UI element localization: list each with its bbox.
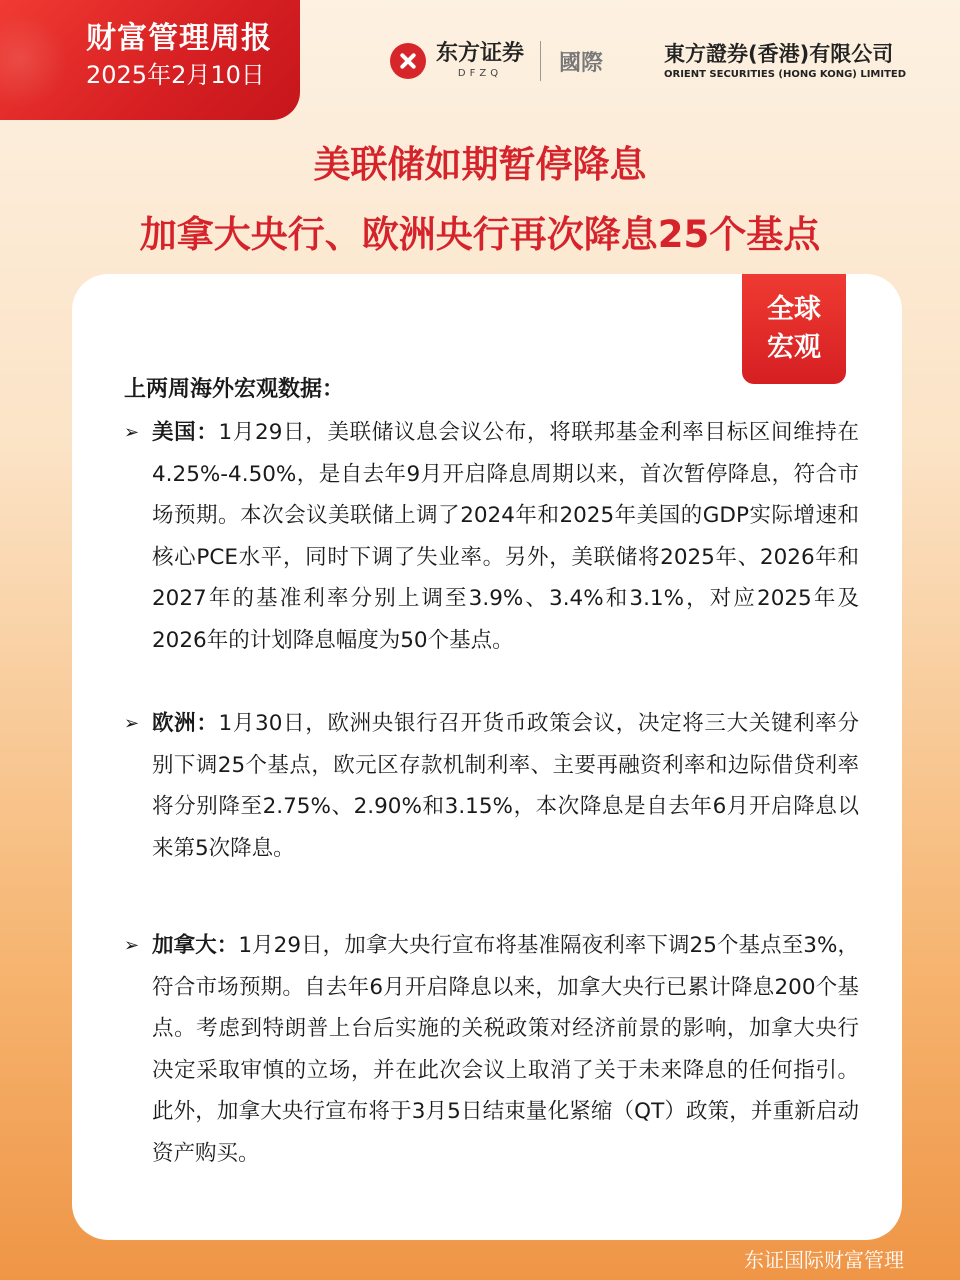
report-title: 财富管理周报 bbox=[86, 21, 272, 56]
brand-logo-group bbox=[390, 38, 603, 84]
headline-secondary: 加拿大央行、欧洲央行再次降息25个基点 bbox=[139, 213, 821, 256]
brand-name-cn: 东方证券 bbox=[436, 41, 525, 66]
brand-logo-text bbox=[436, 41, 524, 81]
list-item-canada bbox=[124, 925, 859, 1174]
item-label: 美国： bbox=[152, 420, 219, 445]
arrow-bullet-icon: ➢ bbox=[124, 422, 140, 443]
report-badge bbox=[0, 0, 300, 120]
headline-primary: 美联储如期暂停降息 bbox=[313, 143, 647, 186]
arrow-bullet-icon: ➢ bbox=[124, 935, 140, 956]
content-body bbox=[124, 372, 859, 1174]
item-text: 1月29日，美联储议息会议公布，将联邦基金利率目标区间维持在4.25%-4.50%，是自去年9月开启降息周期以来，首次暂停降息，符合市场预期。本次会议美联储上调了2024年和2025年美国的GDP实际增速和核心PCE水平，同时下调了失业率。另外，美联储将2025年、2026年和2027年的基准利率分别上调至3.9%、3.4%和3.1%，对应2025年及2026年的计划降息幅度为50个基点。 bbox=[152, 420, 859, 653]
section-heading: 上两周海外宏观数据： bbox=[124, 377, 345, 402]
category-tag-line2: 宏观 bbox=[767, 332, 821, 363]
list-item-europe bbox=[124, 703, 859, 869]
item-text: 1月30日，欧洲央银行召开货币政策会议，决定将三大关键利率分别下调25个基点，欧元区存款机制利率、主要再融资利率和边际借贷利率将分别降至2.75%、2.90%和3.15%，本次降息是自去年6月开启降息以来第5次降息。 bbox=[152, 711, 859, 861]
logo-divider bbox=[540, 41, 541, 81]
category-tag-line1: 全球 bbox=[767, 294, 821, 325]
item-label: 欧洲： bbox=[152, 711, 219, 736]
company-logo bbox=[664, 40, 907, 82]
brand-logo-icon bbox=[390, 43, 426, 79]
brand-intl-label: 國際 bbox=[559, 50, 604, 76]
category-tag bbox=[742, 274, 846, 384]
footer-brand: 东证国际财富管理 bbox=[744, 1248, 904, 1272]
arrow-bullet-icon: ➢ bbox=[124, 713, 140, 734]
company-name-cn: 東方證券(香港)有限公司 bbox=[664, 42, 894, 66]
company-name-en: ORIENT SECURITIES (HONG KONG) LIMITED bbox=[664, 69, 907, 80]
list-item-us bbox=[124, 412, 859, 661]
brand-name-en: DFZQ bbox=[457, 68, 503, 79]
report-date: 2025年2月10日 bbox=[86, 61, 265, 89]
item-label: 加拿大： bbox=[152, 933, 239, 958]
item-text: 1月29日，加拿大央行宣布将基准隔夜利率下调25个基点至3%，符合市场预期。自去年6月开启降息以来，加拿大央行已累计降息200个基点。考虑到特朗普上台后实施的关税政策对经济前景的影响，加拿大央行决定采取审慎的立场，并在此次会议上取消了关于未来降息的任何指引。此外，加拿大央行宣布将于3月5日结束量化紧缩（QT）政策，并重新启动资产购买。 bbox=[152, 933, 859, 1166]
